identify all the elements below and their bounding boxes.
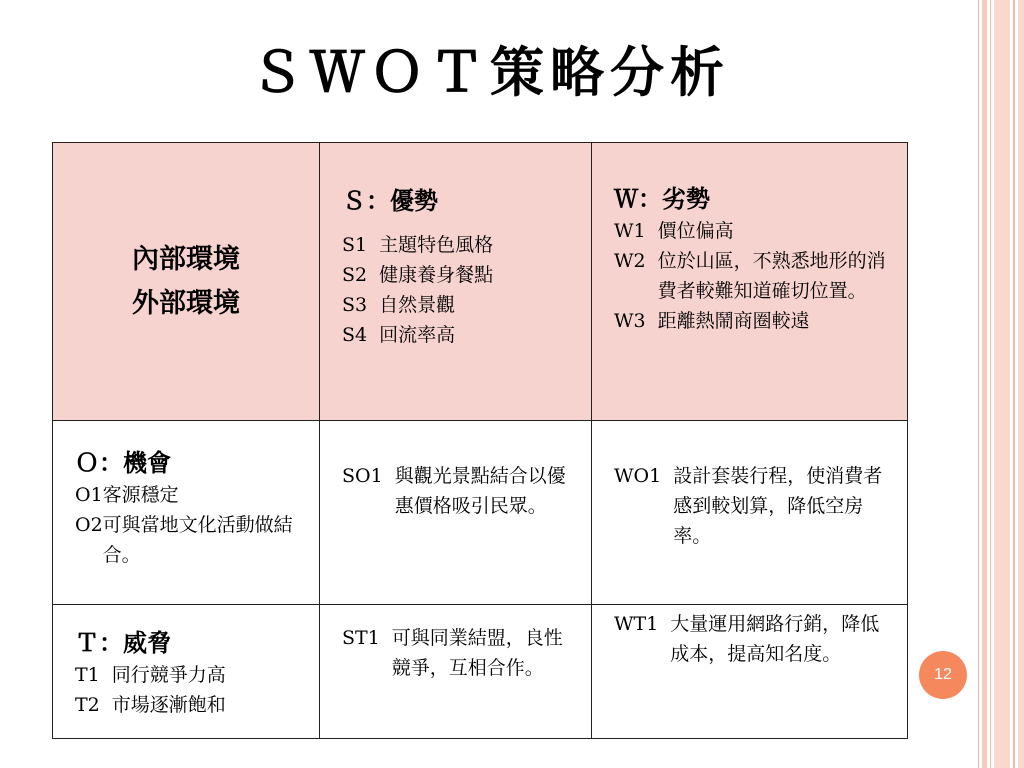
list-item: S2 健康養身餐點 xyxy=(342,264,494,286)
list-item: O1 客源穩定 xyxy=(75,484,179,506)
list-item: S1 主題特色風格 xyxy=(342,234,494,256)
list-item: T2 市場逐漸飽和 xyxy=(75,694,226,716)
decor-stripe xyxy=(978,0,979,768)
st-strategy: ST1 可與同業結盟，良性競爭，互相合作。 xyxy=(342,627,563,679)
decor-stripe xyxy=(994,0,1010,768)
strengths-heading: Ｓ：優勢 xyxy=(342,186,438,215)
opportunities-heading: Ｏ：機會 xyxy=(75,448,171,477)
wt-strategy: WT1 大量運用網路行銷，降低成本，提高知名度。 xyxy=(614,613,880,665)
list-item: O2 可與當地文化活動做結合。 xyxy=(75,514,293,566)
list-item: W1 價位偏高 xyxy=(614,220,734,242)
opportunities-cell xyxy=(53,421,320,605)
external-env-label: 外部環境 xyxy=(132,287,240,319)
strengths-cell xyxy=(320,143,592,421)
decor-stripe xyxy=(990,0,991,768)
corner-cell xyxy=(53,143,320,421)
decor-stripe xyxy=(982,0,987,768)
so-strategy: SO1 與觀光景點結合以優惠價格吸引民眾。 xyxy=(342,465,566,517)
wo-strategy-cell xyxy=(592,421,908,605)
list-item: S3 自然景觀 xyxy=(342,294,456,316)
page-number-badge: 12 xyxy=(919,651,967,699)
st-strategy-cell xyxy=(320,605,592,739)
threats-heading: Ｔ：威脅 xyxy=(75,628,171,657)
weaknesses-heading: Ｗ：劣勢 xyxy=(614,184,710,213)
so-strategy-cell xyxy=(320,421,592,605)
decor-stripe xyxy=(1013,0,1015,768)
list-item: T1 同行競爭力高 xyxy=(75,664,226,686)
decor-stripe xyxy=(1018,0,1024,768)
weaknesses-cell xyxy=(592,143,908,421)
list-item: W3 距離熱鬧商圈較遠 xyxy=(614,310,810,332)
list-item: W2 位於山區，不熟悉地形的消費者較難知道確切位置。 xyxy=(614,250,886,302)
list-item: S4 回流率高 xyxy=(342,324,456,346)
threats-cell xyxy=(53,605,320,739)
swot-table xyxy=(52,142,908,739)
slide-title: ＳＷＯＴ策略分析 xyxy=(250,40,730,104)
internal-env-label: 內部環境 xyxy=(132,243,240,275)
wo-strategy: WO1 設計套裝行程，使消費者感到較划算，降低空房率。 xyxy=(614,465,883,547)
wt-strategy-cell xyxy=(592,605,908,739)
